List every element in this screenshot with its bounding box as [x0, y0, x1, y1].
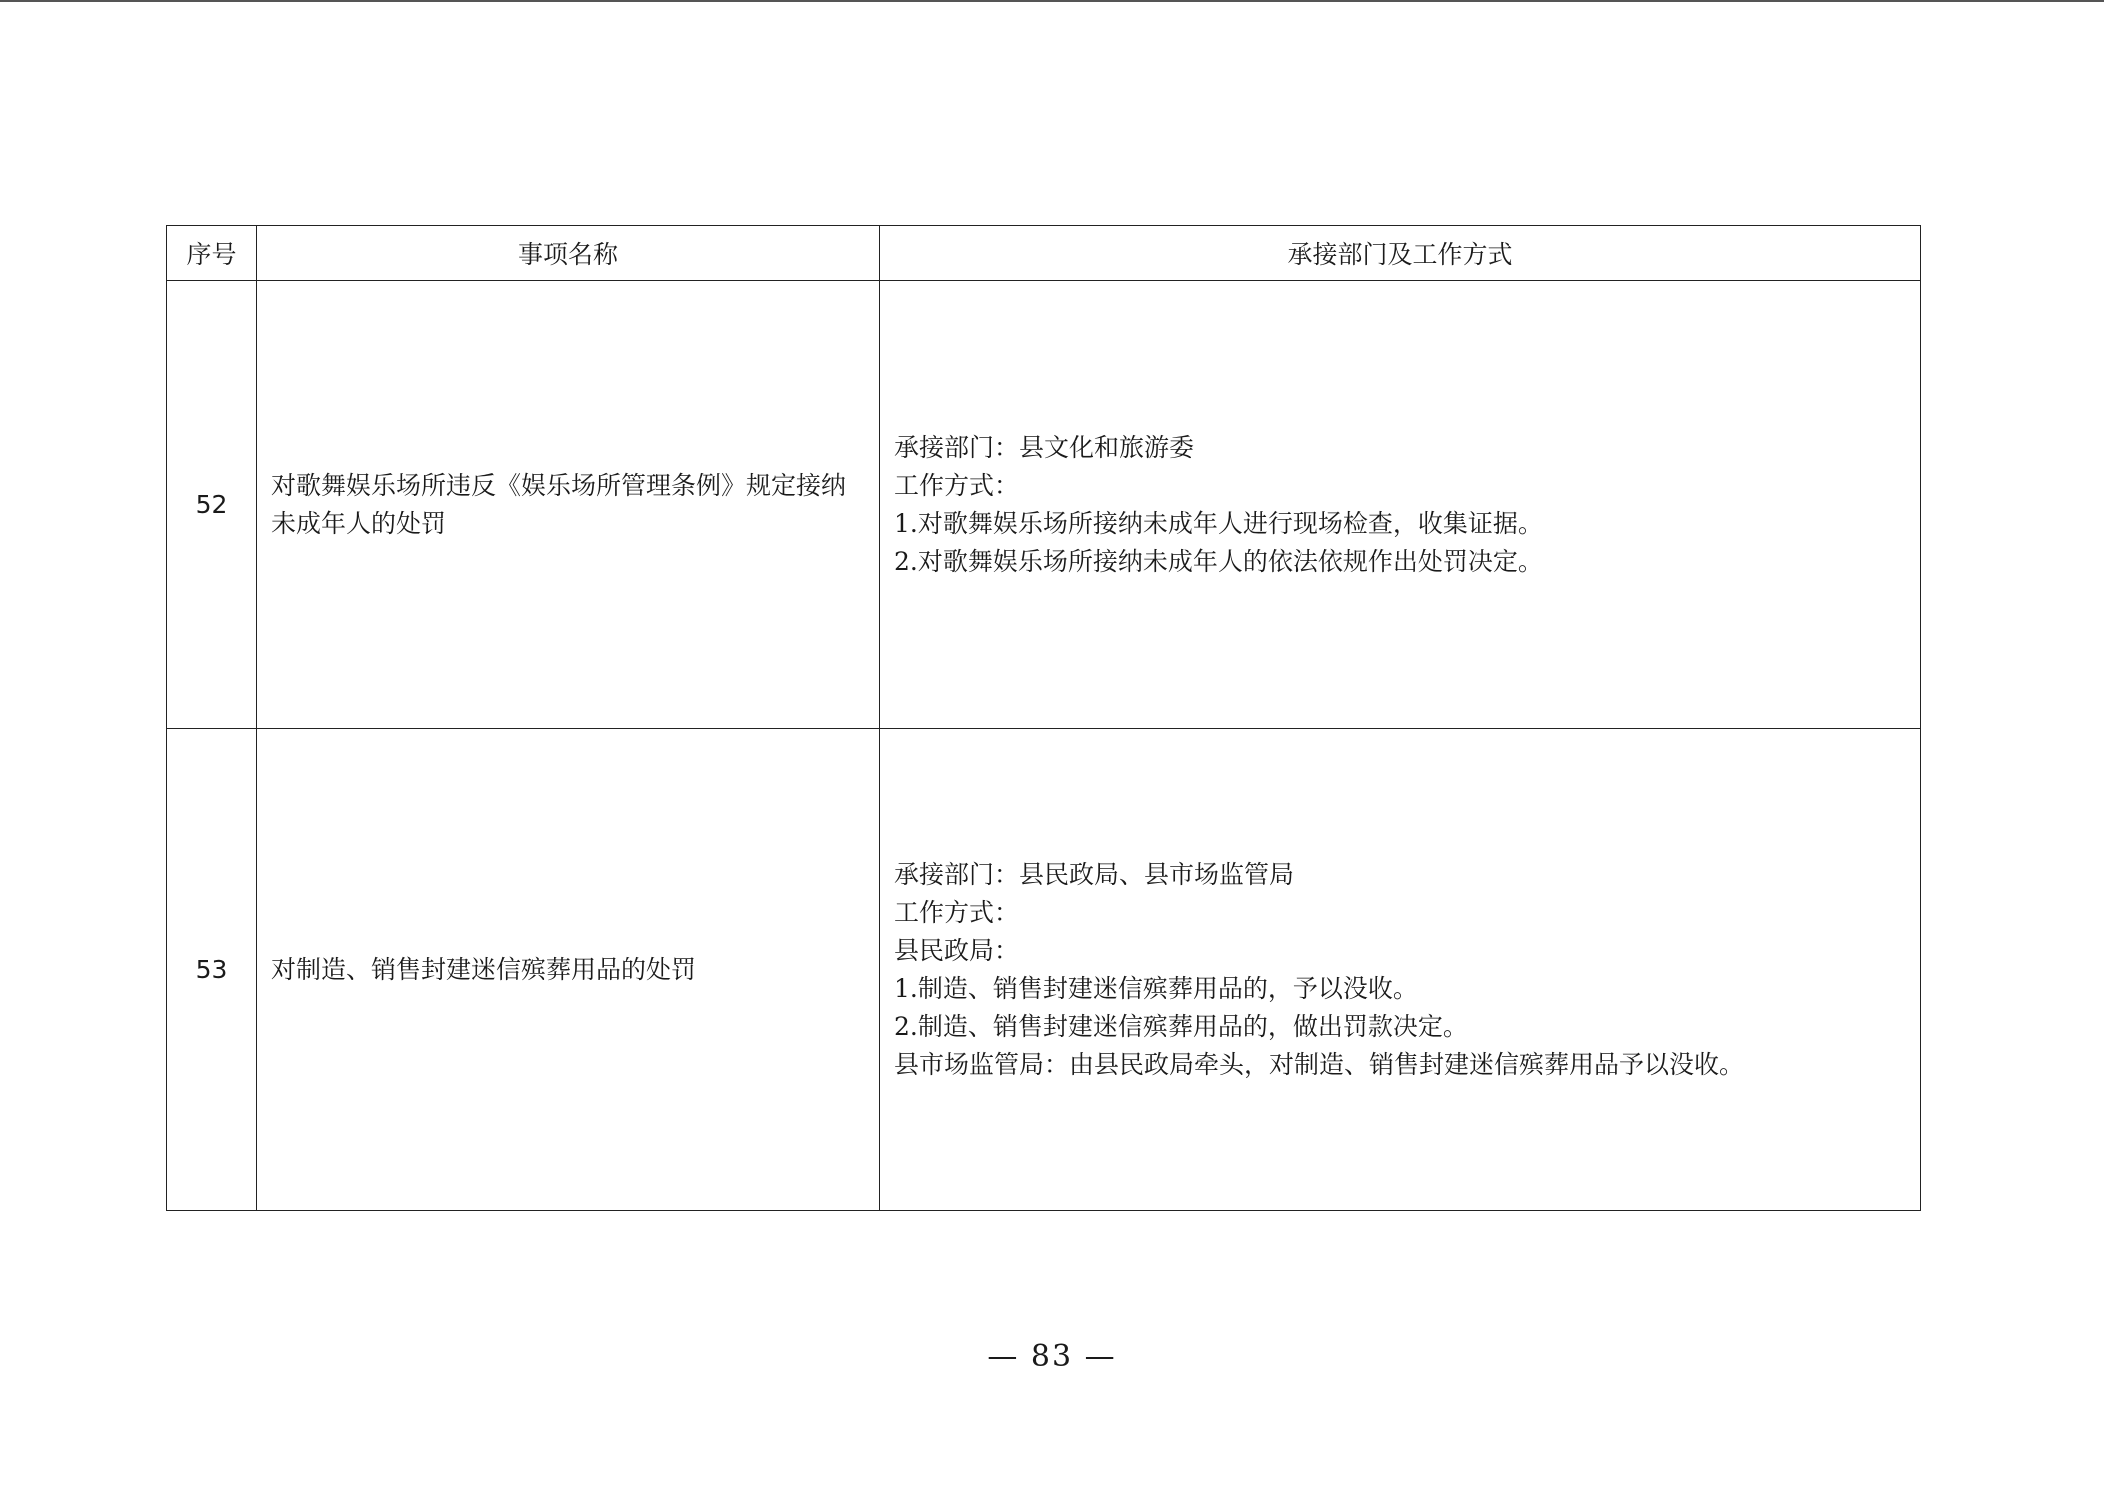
dept-line: 2.对歌舞娱乐场所接纳未成年人的依法依规作出处罚决定。 [894, 546, 1543, 576]
row-seq: 53 [167, 729, 257, 1211]
header-dept-method: 承接部门及工作方式 [880, 226, 1921, 281]
page-number: — 83 — [987, 1339, 1117, 1374]
table-row [167, 281, 1921, 729]
row-item-name: 对歌舞娱乐场所违反《娱乐场所管理条例》规定接纳未成年人的处罚 [257, 281, 880, 729]
dept-line: 工作方式： [894, 897, 1020, 927]
table-header-row [167, 226, 1921, 281]
row-dept-method [880, 729, 1921, 1211]
dept-line: 1.对歌舞娱乐场所接纳未成年人进行现场检查，收集证据。 [894, 508, 1543, 538]
dept-line: 县民政局： [894, 935, 1020, 965]
dept-line: 工作方式： [894, 470, 1020, 500]
header-seq: 序号 [167, 226, 257, 281]
top-border-line [0, 0, 2104, 2]
table-row [167, 729, 1921, 1211]
row-seq: 52 [167, 281, 257, 729]
items-table [166, 225, 1921, 1211]
dept-line: 1.制造、销售封建迷信殡葬用品的，予以没收。 [894, 973, 1418, 1003]
dept-line: 县市场监管局：由县民政局牵头，对制造、销售封建迷信殡葬用品予以没收。 [894, 1049, 1745, 1079]
row-dept-method [880, 281, 1921, 729]
row-item-name: 对制造、销售封建迷信殡葬用品的处罚 [257, 729, 880, 1211]
dept-line: 承接部门：县文化和旅游委 [894, 432, 1195, 462]
dept-line: 2.制造、销售封建迷信殡葬用品的，做出罚款决定。 [894, 1011, 1468, 1041]
header-item-name: 事项名称 [257, 226, 880, 281]
dept-line: 承接部门：县民政局、县市场监管局 [894, 859, 1295, 889]
